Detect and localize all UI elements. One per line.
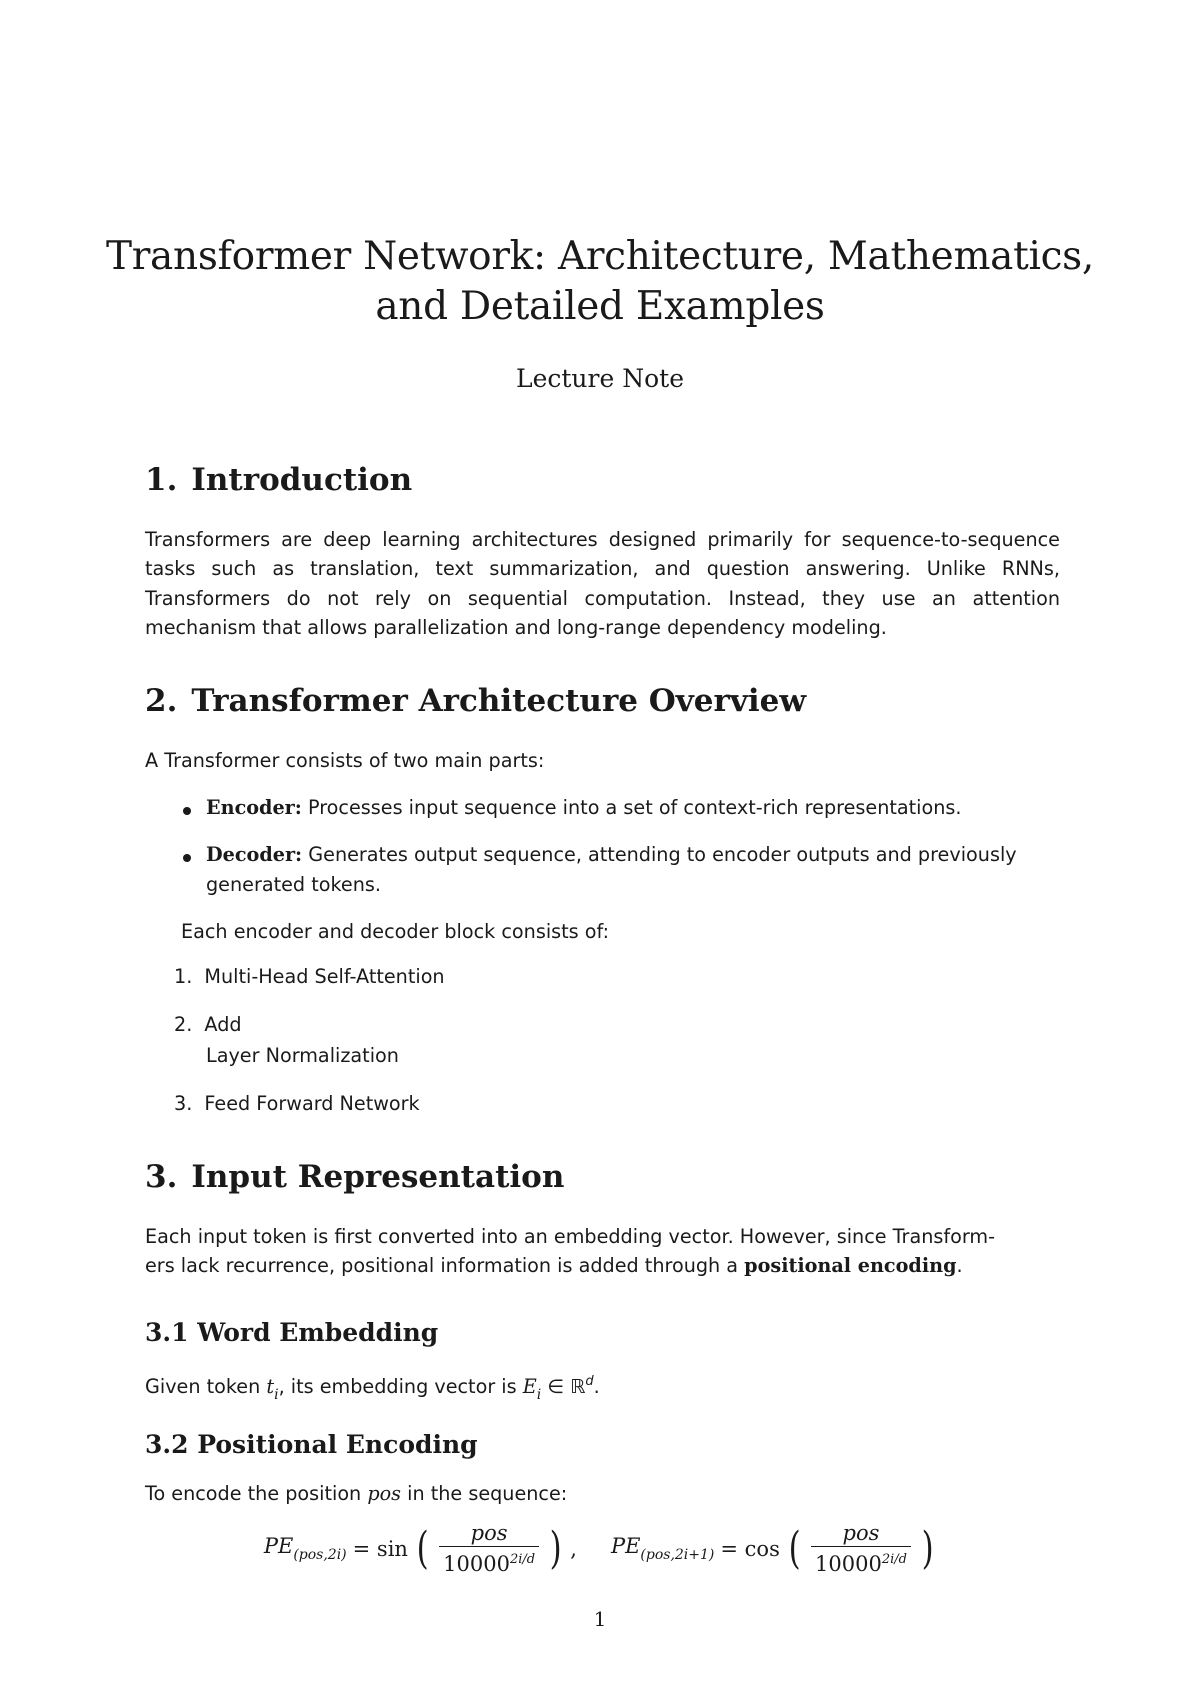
step-text: Multi-Head Self-Attention xyxy=(204,965,445,988)
step-text-continuation: Layer Normalization xyxy=(206,1044,399,1067)
section-number: 3. xyxy=(145,1159,178,1195)
step-item xyxy=(174,962,445,991)
equation-sin: = sin xyxy=(352,1536,408,1561)
document-title xyxy=(0,232,1200,332)
token-symbol: $t_i$ xyxy=(266,1375,279,1403)
step-number: 3. xyxy=(174,1092,193,1115)
real-space-symbol: ∈ ℝ xyxy=(547,1375,586,1398)
word-embedding-text: Given token $t_i$, its embedding vector is $E_i$ ∈ ℝ$^d$. xyxy=(145,1374,600,1403)
overview-lead: A Transformer consists of two main parts: xyxy=(145,749,545,772)
section-number: 2. xyxy=(145,683,178,719)
subsection-heading-positional-encoding: 3.2 Positional Encoding xyxy=(145,1430,478,1459)
section-title: Transformer Architecture Overview xyxy=(191,683,807,719)
equation-lhs-even: $PE_{(pos,2i)}$ xyxy=(263,1534,347,1563)
bullet-encoder xyxy=(206,793,962,822)
subsection-heading-word-embedding: 3.1 Word Embedding xyxy=(145,1318,439,1347)
sentence-period: . xyxy=(956,1254,963,1278)
step-item xyxy=(174,1010,242,1039)
embedding-symbol: $E_i$ xyxy=(522,1375,542,1403)
bullet-text: Processes input sequence into a set of context-rich representations. xyxy=(307,796,962,819)
block-lead: Each encoder and decoder block consists of: xyxy=(181,920,610,943)
step-number: 1. xyxy=(174,965,193,988)
title-line-2: and Detailed Examples xyxy=(375,284,825,329)
bullet-term: Encoder: xyxy=(206,796,302,819)
step-item xyxy=(174,1089,420,1118)
title-line-1: Transformer Network: Architecture, Mathematics, xyxy=(106,234,1094,279)
equation-lhs-odd: $PE_{(pos,2i+1)}$ xyxy=(610,1534,715,1563)
section-heading-introduction xyxy=(145,462,412,498)
introduction-paragraph: Transformers are deep learning architectures designed primarily for sequence-to-sequence tasks such as translation, text summarization, and question answering. Unlike RNNs, Transformers do not rely on sequential computation. Instead, they use an attention mechanism that allows parallelization and long-range dependency modeling. xyxy=(145,528,1060,639)
section-heading-overview xyxy=(145,683,806,719)
positional-encoding-text: To encode the position pos in the sequence: xyxy=(145,1482,568,1505)
bullet-decoder xyxy=(206,840,1017,869)
bullet-icon xyxy=(183,807,191,815)
section-heading-input-representation xyxy=(145,1159,564,1195)
equation-fraction: $\frac{\text{pos}}{10000^{2i/d}}$ xyxy=(439,1520,539,1577)
equation-fraction: $\frac{\text{pos}}{10000^{2i/d}}$ xyxy=(811,1520,911,1577)
page-number: 1 xyxy=(593,1607,607,1631)
bullet-icon xyxy=(183,854,191,862)
dimension-symbol: d xyxy=(585,1374,594,1389)
section-number: 1. xyxy=(145,462,178,498)
step-text: Add xyxy=(204,1013,242,1036)
section-title: Introduction xyxy=(191,462,413,498)
input-paragraph-line-2: ers lack recurrence, positional information is added through a xyxy=(145,1254,739,1278)
document-subtitle: Lecture Note xyxy=(515,364,684,393)
input-paragraph xyxy=(145,1222,1060,1281)
step-number: 2. xyxy=(174,1013,193,1036)
section-title: Input Representation xyxy=(191,1159,565,1195)
positional-encoding-term: positional encoding xyxy=(744,1254,957,1278)
equation-separator: , xyxy=(570,1536,577,1561)
bullet-term: Decoder: xyxy=(206,843,303,866)
step-text: Feed Forward Network xyxy=(204,1092,420,1115)
positional-encoding-equation: $PE_{(pos,2i)}$ = sin ( $\frac{\text{pos}}{10000^{2i/d}}$ ) , $PE_{(pos,2i+1)}$ = cos ( $\frac{\text{pos}}{10000^{2i/d}}$ ) xyxy=(263,1521,934,1576)
bullet-text: Generates output sequence, attending to encoder outputs and previously xyxy=(308,843,1017,866)
bullet-decoder-continuation: generated tokens. xyxy=(206,873,381,896)
input-paragraph-line-1: Each input token is first converted into an embedding vector. However, since Transform- xyxy=(145,1225,996,1248)
equation-cos: = cos xyxy=(720,1536,780,1561)
position-variable: pos xyxy=(367,1482,402,1505)
